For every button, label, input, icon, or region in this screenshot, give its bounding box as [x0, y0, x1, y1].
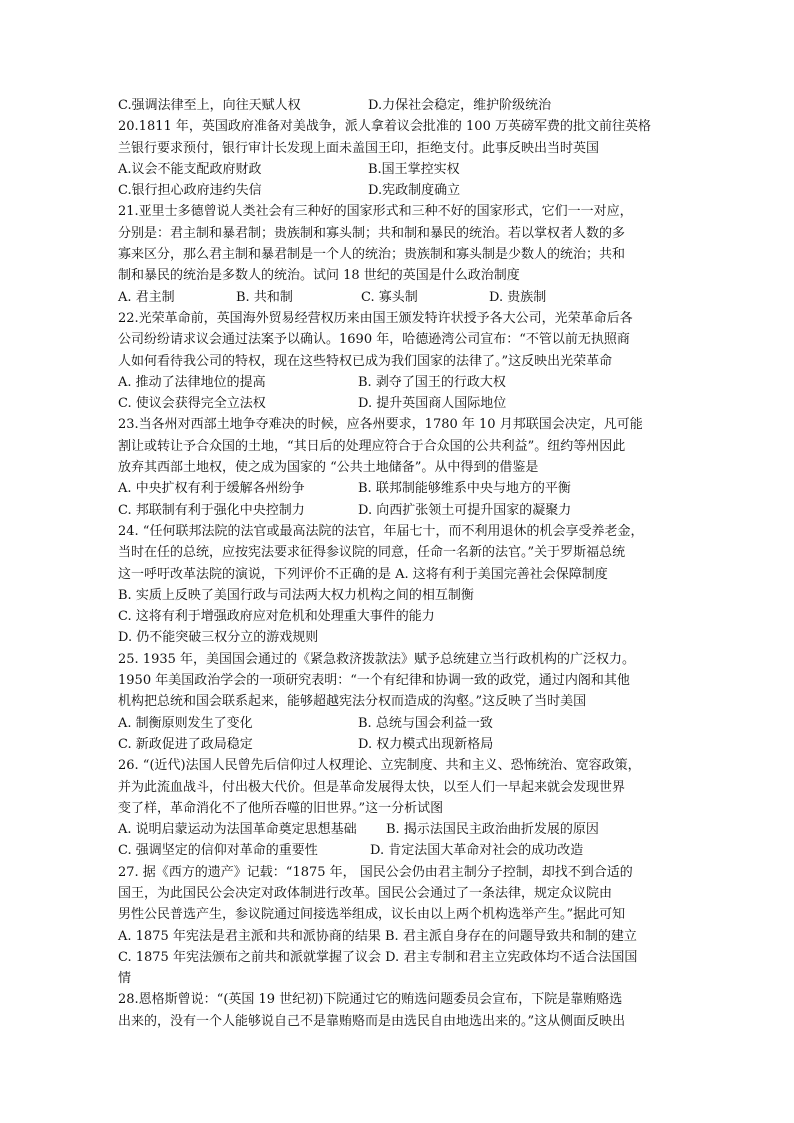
- q21-option-c: C. 寡头制: [361, 289, 418, 305]
- q20-option-b: B.国王掌控实权: [368, 161, 460, 177]
- q20-line: 兰银行要求预付，银行审计长发现上面未盖国王印，拒绝支付。此事反映出当时英国: [118, 140, 600, 156]
- q25-options-row: [118, 734, 690, 755]
- q24-option-b: B. 实质上反映了美国行政与司法两大权力机构之间的相互制衡: [118, 587, 474, 603]
- q23-line: 割让或转让予合众国的土地，“其日后的处理应符合于合众国的公共利益”。纽约等州因此: [118, 438, 626, 454]
- q22-option-d: D. 提升英国商人国际地位: [358, 396, 507, 412]
- question-20: [118, 116, 690, 201]
- q20-option-c: C.银行担心政府违约失信: [118, 183, 262, 199]
- question-21: [118, 201, 690, 307]
- q28-line: 出来的，没有一个人能够说自己不是靠贿赂而是由选民自由地选出来的。”这从侧面反映出: [118, 1013, 626, 1029]
- q23-options-row: [118, 478, 690, 499]
- question-24: [118, 521, 690, 649]
- prev-option-d: D.力保社会稳定，维护阶级统治: [368, 98, 552, 113]
- q28-line: 28.恩格斯曾说：“(英国 19 世纪初)下院通过它的贿选问题委员会宣布，下院是靠贿赂选: [118, 992, 623, 1008]
- q22-options-row: [118, 372, 690, 393]
- q20-option-a: A.议会不能支配政府财政: [118, 161, 262, 177]
- q21-option-d: D. 贵族制: [489, 289, 547, 305]
- q23-option-b: B. 联邦制能够维系中央与地方的平衡: [358, 481, 571, 497]
- prev-option-c: C.强调法律至上，向往天赋人权: [118, 98, 301, 113]
- q26-line: 变了样，革命消化不了他所吞噬的旧世界。”这一分析试图: [118, 800, 444, 816]
- q25-option-d: D. 权力模式出现新格局: [358, 736, 494, 752]
- q24-line: 24. “任何联邦法院的法官或最高法院的法官，年届七十，而不利用退休的机会享受养老金，: [118, 523, 644, 539]
- q27-options-cd: C. 1875 年宪法颁布之前共和派就掌握了议会 D. 君主专制和君主立宪政体均不适合法国国: [118, 949, 638, 965]
- q26-option-a: A. 说明启蒙运动为法国革命奠定思想基础: [118, 822, 357, 838]
- q20-line: 20.1811 年，英国政府准备对美战争，派人拿着议会批准的 100 万英磅军费的批文前往英格: [118, 119, 651, 135]
- q22-line: 人如何看待我公司的特权，现在这些特权已成为我们国家的法律了。”这反映出光荣革命: [118, 353, 613, 369]
- q22-option-a: A. 推动了法律地位的提高: [118, 374, 266, 390]
- q26-options-row: [118, 819, 690, 840]
- q22-option-b: B. 剥夺了国王的行政大权: [358, 374, 506, 390]
- q23-line: 放弃其西部土地权，使之成为国家的 “公共土地储备”。从中得到的借鉴是: [118, 460, 539, 476]
- question-25: [118, 649, 690, 755]
- q21-line: 分别是：君主制和暴君制；贵族制和寡头制；共和制和暴民的统治。若以掌权者人数的多: [118, 225, 626, 241]
- question-28: [118, 989, 690, 1032]
- q26-option-b: B. 揭示法国民主政治曲折发展的原因: [386, 822, 599, 838]
- q27-options-ab: A. 1875 年宪法是君主派和共和派协商的结果 B. 君主派自身存在的问题导致共和制的建立: [118, 928, 637, 944]
- q25-option-c: C. 新政促进了政局稳定: [118, 736, 253, 752]
- q21-line: 21.亚里士多德曾说人类社会有三种好的国家形式和三种不好的国家形式，它们一一对应，: [118, 204, 633, 220]
- q27-line: 男性公民普选产生，参议院通过间接选举组成，议长由以上两个机构选举产生。”据此可知: [118, 907, 626, 923]
- q27-line: 情: [118, 971, 132, 987]
- question-26: [118, 755, 690, 861]
- q25-options-row: [118, 713, 690, 734]
- q25-line: 机构把总统和国会联系起来，能够超越宪法分权而造成的沟壑。”这反映了当时美国: [118, 694, 587, 710]
- question-27: [118, 862, 690, 990]
- q24-option-d: D. 仍不能突破三权分立的游戏规则: [118, 630, 319, 646]
- q21-option-a: A. 君主制: [118, 289, 175, 305]
- q26-options-row: [118, 840, 690, 861]
- q23-option-a: A. 中央扩权有利于缓解各州纷争: [118, 481, 305, 497]
- q24-line: 当时在任的总统，应按宪法要求征得参议院的同意，任命一名新的法官。”关于罗斯福总统: [118, 545, 626, 561]
- q25-line: 25. 1935 年，美国国会通过的《紧急救济拨款法》赋予总统建立当行政机构的广泛权力。: [118, 651, 636, 667]
- q25-option-a: A. 制衡原则发生了变化: [118, 715, 253, 731]
- q22-line: 22.光荣革命前，英国海外贸易经营权历来由国王颁发特许状授予各大公司，光荣革命后各: [118, 310, 633, 326]
- q26-line: 并为此流血战斗，付出极大代价。但是革命发展得太快，以至人们一早起来就会发现世界: [118, 779, 626, 795]
- q26-line: 26. “(近代)法国人民曾先后信仰过人权理论、立宪制度、共和主义、恐怖统治、宽容政策，: [118, 758, 641, 774]
- q24-option-c: C. 这将有利于增强政府应对危机和处理重大事件的能力: [118, 609, 435, 625]
- q22-line: 公司纷纷请求议会通过法案予以确认。1690 年，哈德逊湾公司宣布：“不管以前无执照商: [118, 332, 630, 348]
- q21-line: 制和暴民的统治是多数人的统治。试问 18 世纪的英国是什么政治制度: [118, 268, 520, 284]
- q20-options-row: [118, 180, 690, 201]
- q22-options-row: [118, 393, 690, 414]
- q25-option-b: B. 总统与国会利益一致: [358, 715, 493, 731]
- prev-options: [118, 95, 690, 116]
- q23-option-c: C. 邦联制有利于强化中央控制力: [118, 502, 305, 518]
- question-22: [118, 308, 690, 414]
- question-23: [118, 414, 690, 520]
- q20-option-d: D.宪政制度确立: [368, 183, 461, 199]
- q25-line: 1950 年美国政治学会的一项研究表明：“一个有纪律和协调一致的政党，通过内阁和其他: [118, 673, 630, 689]
- exam-page: [118, 95, 690, 1032]
- q21-options-row: [118, 287, 690, 308]
- q23-options-row: [118, 500, 690, 521]
- q21-line: 寡来区分，那么君主制和暴君制是一个人的统治；贵族制和寡头制是少数人的统治；共和: [118, 247, 626, 263]
- q26-option-c: C. 强调坚定的信仰对革命的重要性: [118, 843, 318, 859]
- q27-line: 国王，为此国民公会决定对政体制进行改革。国民公会通过了一条法律，规定众议院由: [118, 885, 613, 901]
- q21-option-b: B. 共和制: [236, 289, 293, 305]
- q22-option-c: C. 使议会获得完全立法权: [118, 396, 266, 412]
- q26-option-d: D. 肯定法国大革命对社会的成功改造: [370, 843, 584, 859]
- q20-options-row: [118, 159, 690, 180]
- q27-line: 27. 据《西方的遗产》记载：“1875 年， 国民公会仍由君主制分子控制，却找不到合适的: [118, 864, 633, 880]
- q23-line: 23.当各州对西部土地争夺难决的时候，应各州要求，1780 年 10 月邦联国会决定，凡可能: [118, 417, 643, 433]
- q24-line: 这一呼吁改革法院的演说，下列评价不正确的是 A. 这将有利于美国完善社会保障制度: [118, 566, 608, 582]
- q23-option-d: D. 向西扩张领土可提升国家的凝聚力: [358, 502, 572, 518]
